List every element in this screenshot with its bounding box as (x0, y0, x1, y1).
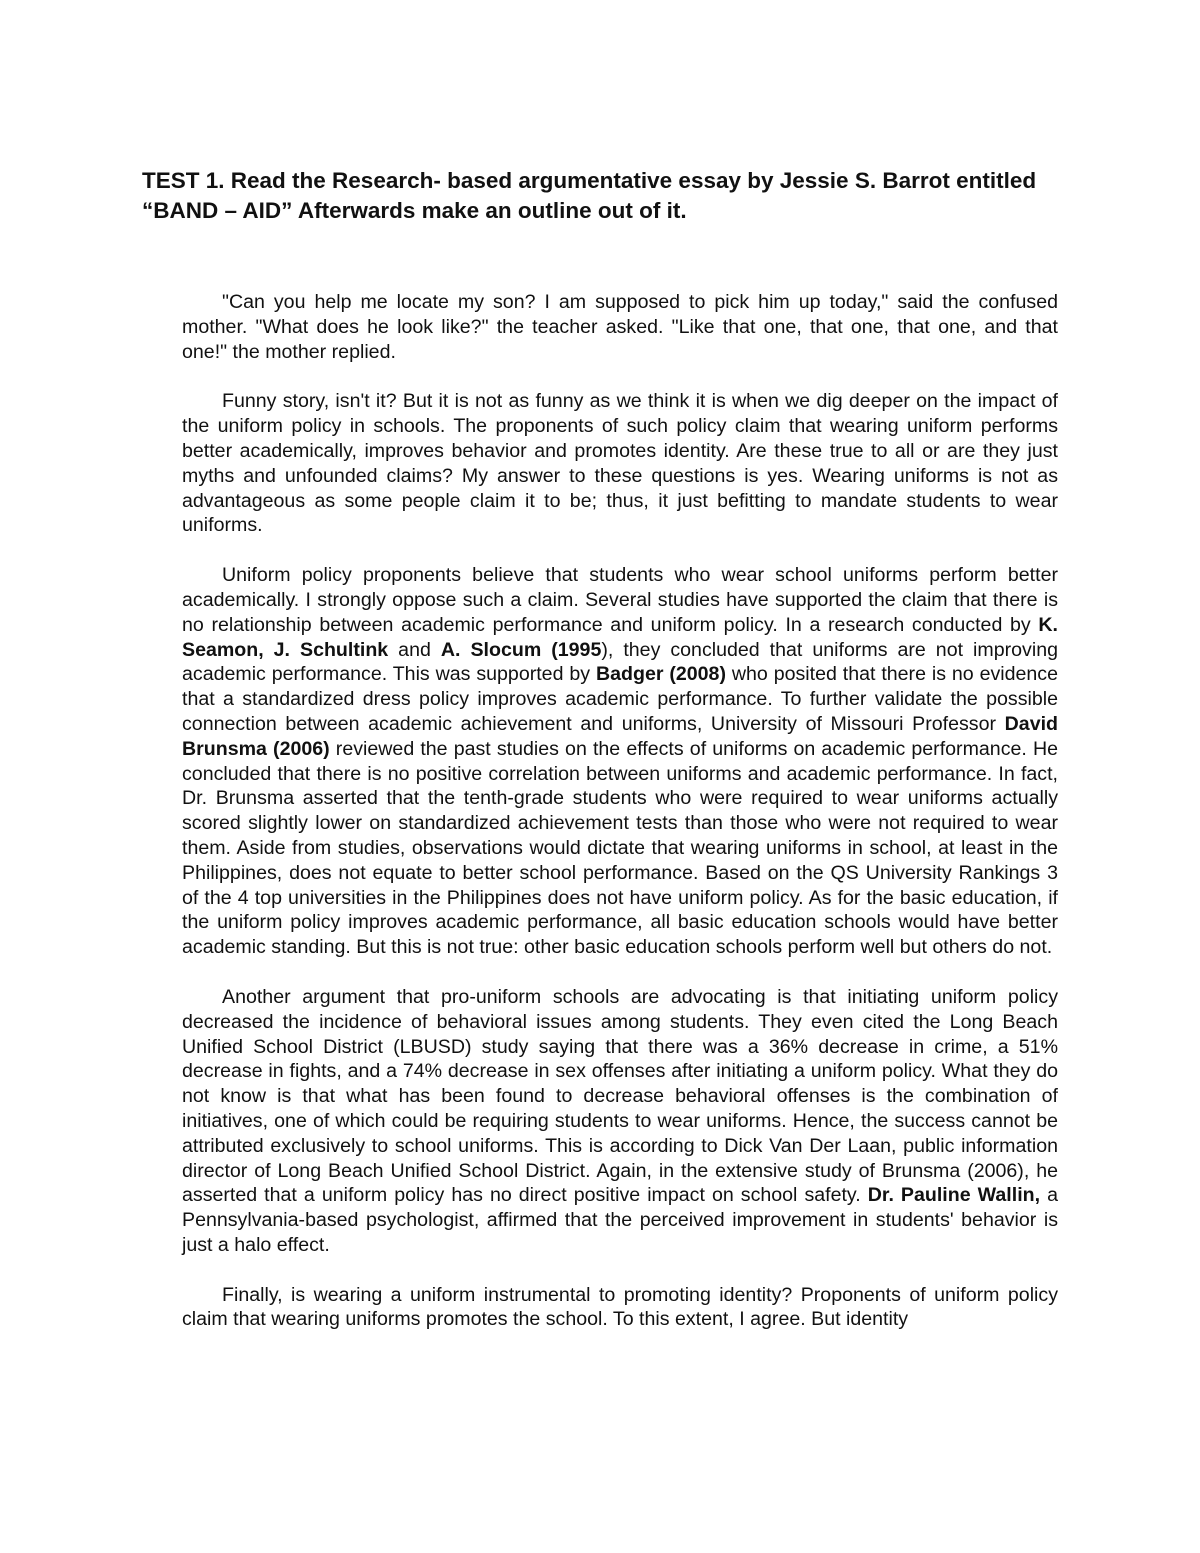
essay-paragraph-2 (182, 389, 1058, 538)
bold-citation: Dr. Pauline Wallin, (867, 1184, 1041, 1207)
essay-body (182, 290, 1058, 1357)
essay-paragraph-5 (182, 1283, 1058, 1333)
paragraph-text: "Can you help me locate my son? I am supposed to pick him up today," said the confused mother. "What does he look like?" the teacher asked. "Like that one, that one, that one, and that one!" the mother replied. (182, 291, 1058, 363)
paragraph-text: Funny story, isn't it? But it is not as funny as we think it is when we dig deeper on the impact of the uniform policy in schools. The proponents of such policy claim that wearing uniform performs better academically, improves behavior and promotes identity. Are these true to all or are they just myths and unfounded claims? My answer to these questions is yes. Wearing uniforms is not as advantageous as some people claim it to be; thus, it just befitting to mandate students to wear uniforms. (182, 390, 1058, 537)
paragraph-text: a Pennsylvania-based psychologist, affirmed that the perceived improvement in students' behavior is just a halo effect. (182, 1184, 1058, 1256)
paragraph-text: Uniform policy proponents believe that students who wear school uniforms perform better academically. I strongly oppose such a claim. Several studies have supported the claim that there is no relationship between academic performance and uniform policy. In a research conducted by (182, 564, 1058, 636)
paragraph-text: who posited that there is no evidence that a standardized dress policy improves academic performance. To further validate the possible connection between academic achievement and uniforms, University of Missouri Professor (182, 663, 1059, 735)
bold-citation: A. Slocum (1995 (440, 638, 602, 661)
bold-citation: K. Seamon, J. Schultink (182, 613, 1058, 661)
essay-paragraph-4 (182, 985, 1058, 1258)
bold-citation: Badger (2008) (595, 663, 726, 686)
essay-paragraph-3 (182, 563, 1058, 960)
essay-paragraph-1 (182, 290, 1058, 364)
paragraph-text: reviewed the past studies on the effects of uniforms on academic performance. He concluded that there is no positive correlation between uniforms and academic performance. In fact, Dr. Brunsma asserted that the tenth-grade students who were required to wear uniforms actually scored slightly lower on standardized achievement tests than those who were not required to wear them. Aside from studies, observations would dictate that wearing uniforms in school, at least in the Philippines, does not equate to better school performance. Based on the QS University Rankings 3 of the 4 top universities in the Philippines does not have uniform policy. As for the basic education, if the uniform policy improves academic performance, all basic education schools would have better academic standing. But this is not true: other basic education schools perform well but others do not. (182, 737, 1058, 959)
paragraph-text: ), they concluded that uniforms are not improving academic performance. This was supported by (182, 638, 1058, 686)
document-title: TEST 1. Read the Research- based argumentative essay by Jessie S. Barrot entitled “BAND – AID” Afterwards make an outline out of it. (142, 168, 1037, 223)
paragraph-text: Another argument that pro-uniform schools are advocating is that initiating uniform policy decreased the incidence of behavioral issues among students. They even cited the Long Beach Unified School District (LBUSD) study saying that there was a 36% decrease in crime, a 51% decrease in fights, and a 74% decrease in sex offenses after initiating a uniform policy. What they do not know is that what has been found to decrease behavioral offenses is the combination of initiatives, one of which could be requiring students to wear uniforms. Hence, the success cannot be attributed exclusively to school uniforms. This is according to Dick Van Der Laan, public information director of Long Beach Unified School District. Again, in the extensive study of Brunsma (2006), he asserted that a uniform policy has no direct positive impact on school safety. (182, 985, 1058, 1207)
paragraph-text: and (388, 638, 441, 661)
paragraph-text: Finally, is wearing a uniform instrumental to promoting identity? Proponents of uniform policy claim that wearing uniforms promotes the school. To this extent, I agree. But identity (182, 1283, 1058, 1331)
bold-citation: David Brunsma (2006) (182, 712, 1058, 760)
